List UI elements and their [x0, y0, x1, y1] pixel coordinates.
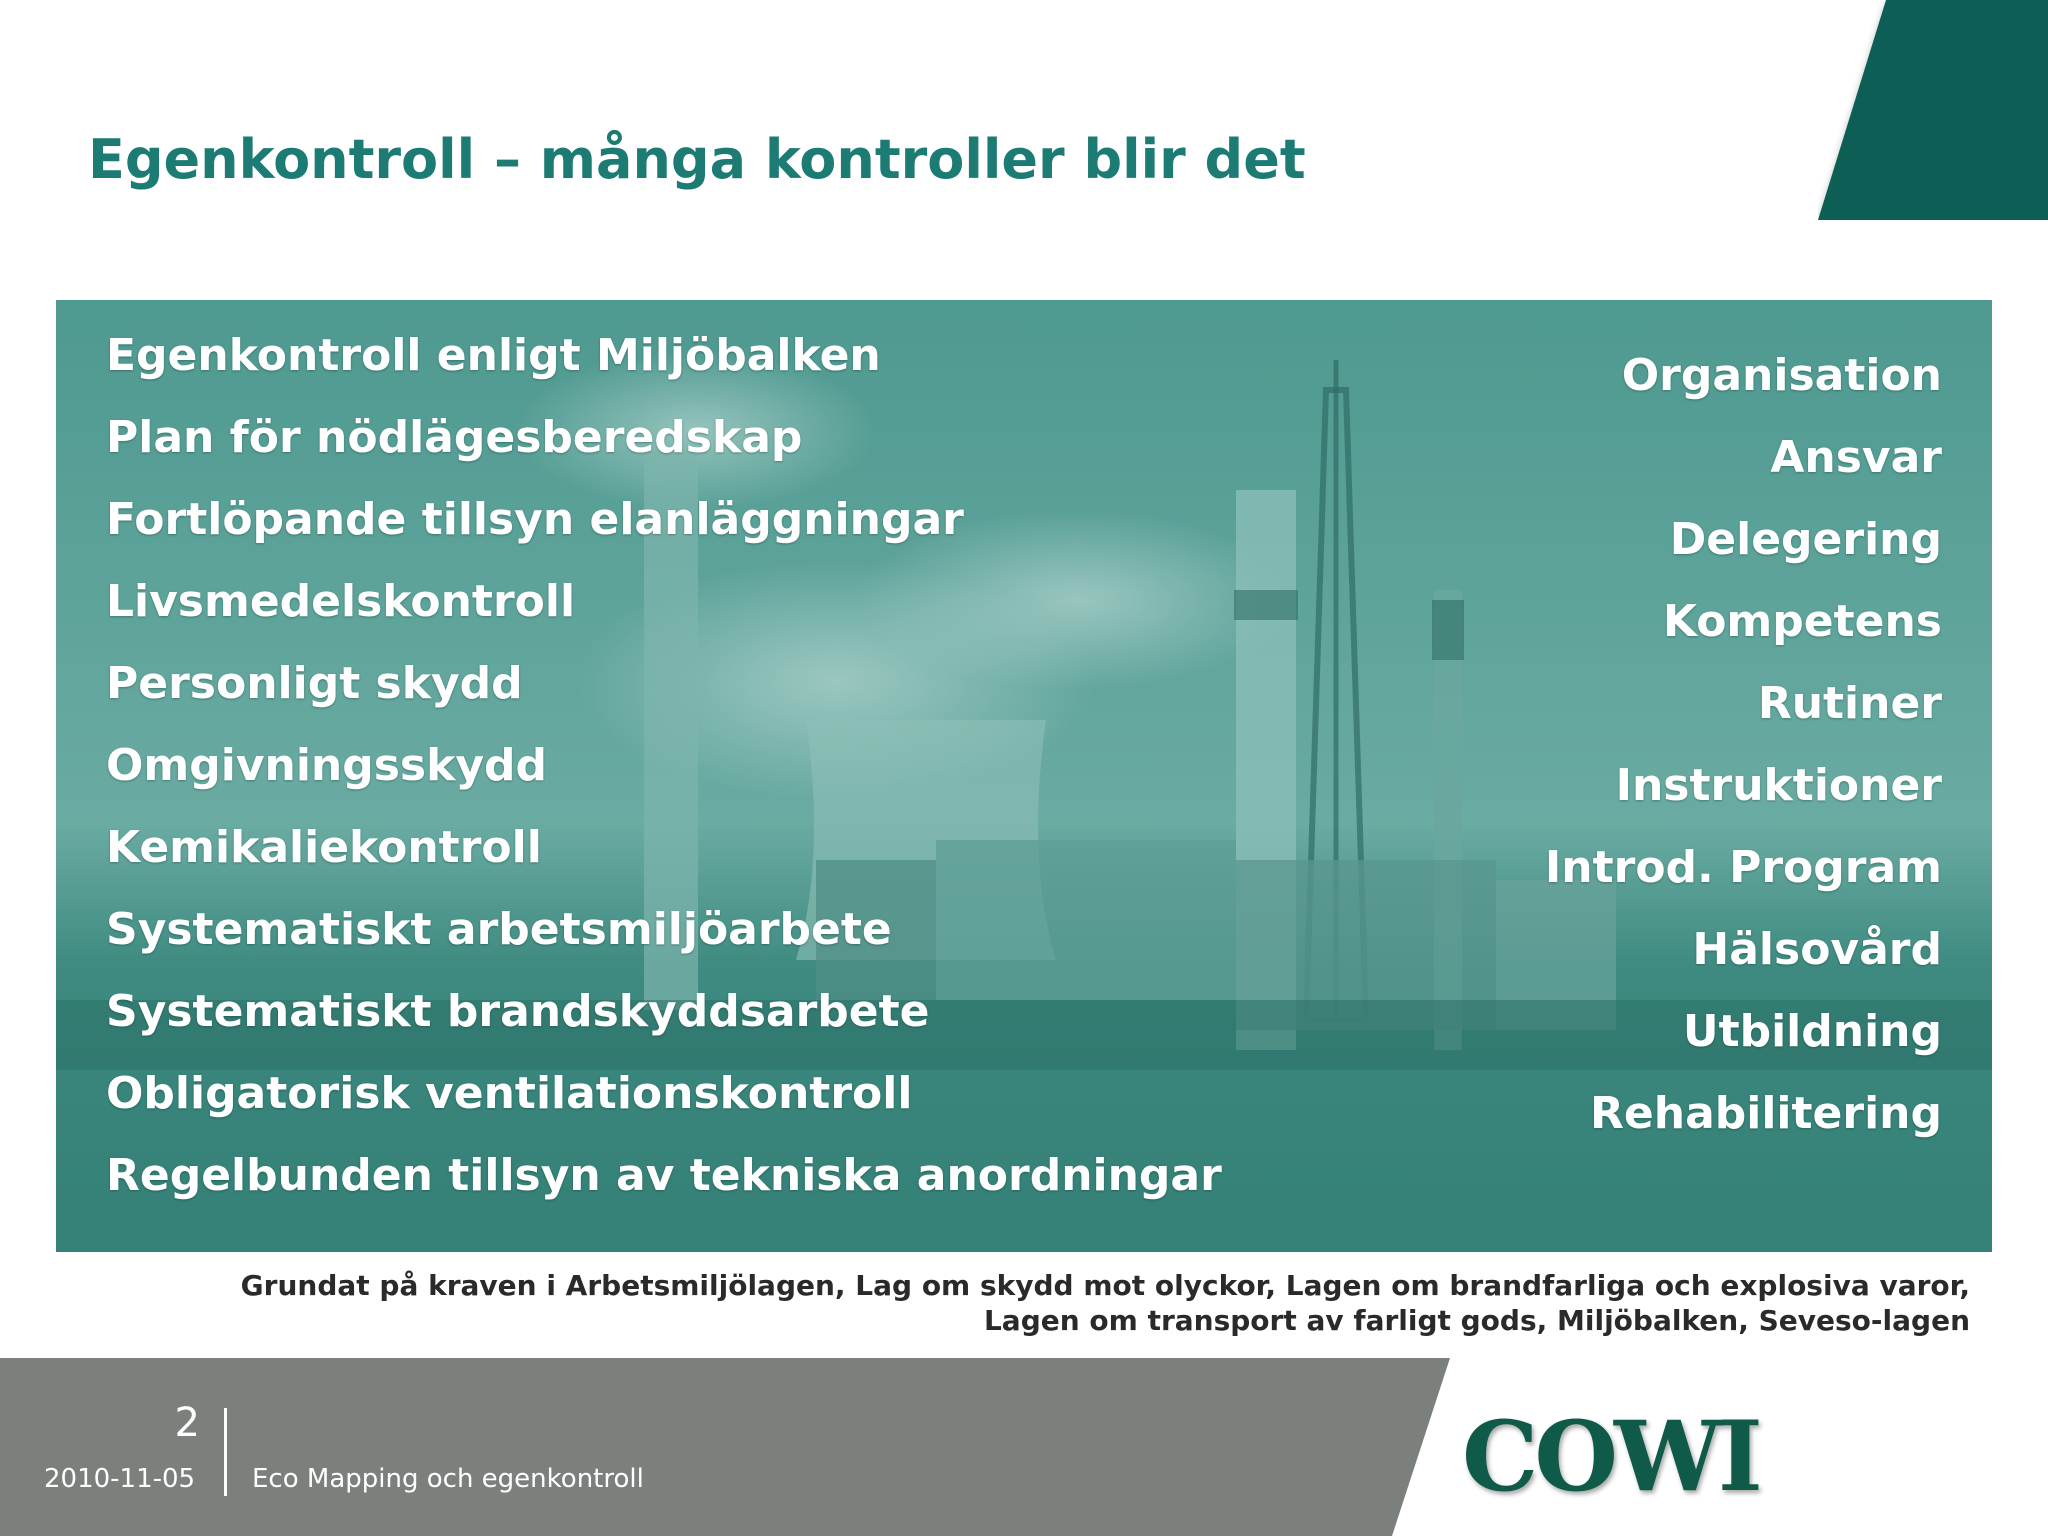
cowi-logo: COWI — [1462, 1400, 1759, 1513]
list-item: Hälsovård — [1692, 924, 1942, 975]
slide-title: Egenkontroll – många kontroller blir det — [88, 128, 1306, 191]
page-number: 2 — [174, 1400, 200, 1446]
footer-project-title: Eco Mapping och egenkontroll — [252, 1464, 644, 1494]
list-item: Organisation — [1621, 350, 1942, 401]
basis-note-line: Grundat på kraven i Arbetsmiljölagen, Lag om skydd mot olyckor, Lagen om brandfarliga och explosiva varor, — [240, 1269, 1970, 1302]
hero-panel — [56, 300, 1992, 1252]
list-item: Introd. Program — [1544, 842, 1942, 893]
controls-list — [106, 330, 1222, 1232]
list-item: Obligatorisk ventilationskontroll — [106, 1068, 913, 1119]
list-item: Livsmedelskontroll — [106, 576, 576, 627]
list-item: Kompetens — [1662, 596, 1942, 647]
list-item: Systematiskt brandskyddsarbete — [106, 986, 930, 1037]
list-item: Plan för nödlägesberedskap — [106, 412, 803, 463]
list-item: Fortlöpande tillsyn elanläggningar — [106, 494, 964, 545]
footer-divider — [224, 1408, 227, 1496]
basis-note-line: Lagen om transport av farligt gods, Miljöbalken, Seveso-lagen — [983, 1304, 1970, 1337]
list-item: Instruktioner — [1615, 760, 1942, 811]
basis-note — [70, 1268, 1970, 1338]
list-item: Rutiner — [1757, 678, 1942, 729]
list-item: Ansvar — [1770, 432, 1942, 483]
list-item: Personligt skydd — [106, 658, 523, 709]
list-item: Kemikaliekontroll — [106, 822, 542, 873]
list-item: Egenkontroll enligt Miljöbalken — [106, 330, 881, 381]
list-item: Utbildning — [1682, 1006, 1942, 1057]
corner-accent-shape — [1818, 0, 2048, 220]
list-item: Rehabilitering — [1590, 1088, 1942, 1139]
list-item: Regelbunden tillsyn av tekniska anordningar — [106, 1150, 1222, 1201]
footer-date: 2010-11-05 — [44, 1464, 196, 1494]
list-item: Systematiskt arbetsmiljöarbete — [106, 904, 892, 955]
organisation-list — [1545, 350, 1942, 1170]
list-item: Omgivningsskydd — [106, 740, 548, 791]
list-item: Delegering — [1669, 514, 1942, 565]
